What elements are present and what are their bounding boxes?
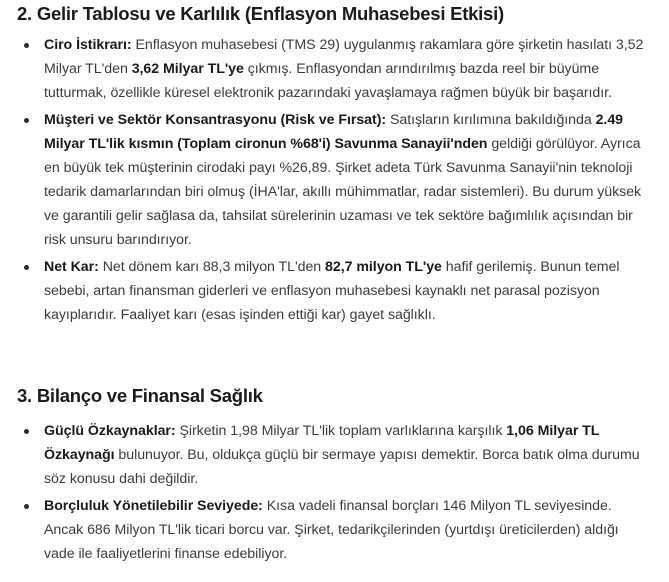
income-statement-list bbox=[0, 33, 669, 330]
bullet-icon bbox=[24, 43, 29, 48]
balance-sheet-list bbox=[0, 419, 669, 569]
item-label: Ciro İstikrarı: bbox=[44, 37, 132, 53]
bullet-icon bbox=[24, 429, 29, 434]
item-text: geldiği görülüyor. Ayrıca en büyük tek müşterinin cirodaki payı %26,89. Şirket adeta Türk Savunma Sanayii'nin teknoloji tedarik damarlarından biri olmuş (İHA'lar, akıllı mühimmatlar, radar sistemleri). Bu durum yüksek ve garantili gelir sağlasa da, tahsilat sürelerinin uzaması ve tek sektöre bağımlılık açısından bir risk unsuru barındırıyor. bbox=[44, 136, 642, 248]
item-highlight: 3,62 Milyar TL'ye bbox=[131, 61, 244, 77]
item-label: Güçlü Özkaynaklar: bbox=[44, 423, 176, 439]
section-heading-balance-sheet: 3. Bilanço ve Finansal Sağlık bbox=[17, 385, 263, 406]
item-highlight: 2.49 Milyar TL'lik kısmın (Toplam cironun %68'i) Savunma Sanayii'nden bbox=[44, 112, 624, 152]
bullet-icon bbox=[24, 265, 29, 270]
item-label: Net Kar: bbox=[44, 259, 99, 275]
bullet-icon bbox=[24, 118, 29, 123]
section-heading-income-statement: 2. Gelir Tablosu ve Karlılık (Enflasyon Muhasebesi Etkisi) bbox=[17, 3, 504, 24]
list-item-equity bbox=[0, 419, 669, 491]
item-label: Borçluluk Yönetilebilir Seviyede: bbox=[44, 498, 263, 514]
list-item-customer-concentration bbox=[0, 108, 669, 252]
item-highlight: 1,06 Milyar TL Özkaynağı bbox=[44, 423, 600, 463]
item-text: Şirketin 1,98 Milyar TL'lik toplam varlıklarına karşılık bbox=[175, 423, 507, 439]
list-item-revenue-stability bbox=[0, 33, 669, 105]
item-text: Kısa vadeli finansal borçları 146 Milyon TL seviyesinde. Ancak 686 Milyon TL'lik ticari borcu var. Şirket, tedarikçilerinden (yurtdışı üreticilerden) aldığı vade ile faaliyetlerini finanse edebiliyor. bbox=[44, 498, 619, 562]
bullet-icon bbox=[24, 504, 29, 509]
item-text: Satışların kırılımına bakıldığında bbox=[386, 112, 596, 128]
item-text: Enflasyon muhasebesi (TMS 29) uygulanmış rakamlara göre şirketin hasılatı 3,52 Milyar TL'den bbox=[44, 37, 644, 77]
item-text: hafif gerilemiş. Bunun temel sebebi, artan finansman giderleri ve enflasyon muhasebesi kaynaklı net parasal pozisyon kayıplarıdır. Faaliyet karı (esas işinden ettiği kar) gayet sağlıklı. bbox=[44, 259, 620, 323]
item-label: Müşteri ve Sektör Konsantrasyonu (Risk ve Fırsat): bbox=[44, 112, 387, 128]
item-highlight: 82,7 milyon TL'ye bbox=[325, 259, 442, 275]
item-text: çıkmış. Enflasyondan arındırılmış bazda reel bir büyüme tutturmak, özellikle küresel elektronik pazarındaki yavaşlamaya rağmen büyük bir başarıdır. bbox=[44, 61, 612, 101]
list-item-debt-level bbox=[0, 494, 669, 566]
item-text: bulunuyor. Bu, oldukça güçlü bir sermaye yapısı demektir. Borca batık olma durumu söz konusu dahi değildir. bbox=[44, 447, 640, 487]
list-item-net-profit bbox=[0, 255, 669, 327]
item-text: Net dönem karı 88,3 milyon TL'den bbox=[98, 259, 326, 275]
